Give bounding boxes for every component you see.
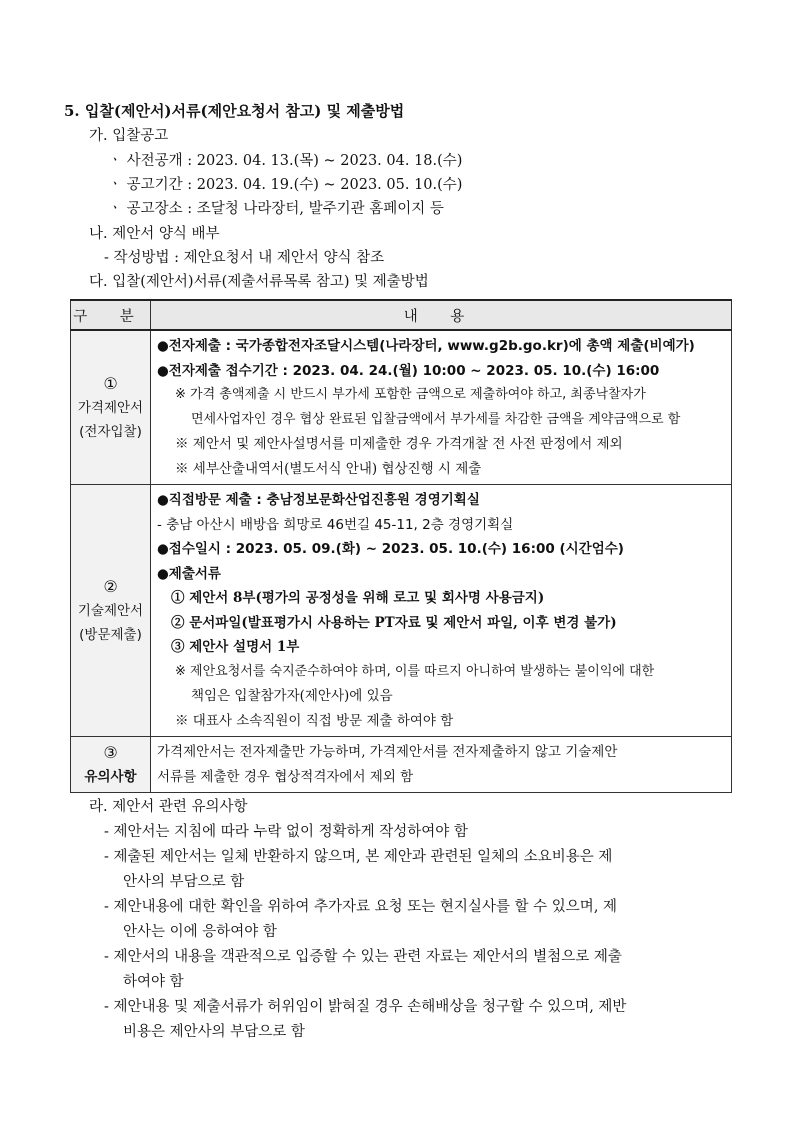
submission-table (70, 299, 732, 793)
row-label-sub: (전자입찰) (79, 423, 142, 440)
content-line: ③ 제안사 설명서 1부 (171, 639, 300, 655)
content-line: 책임은 입찰참가자(제안사)에 있음 (191, 688, 393, 704)
table-row (71, 485, 732, 737)
list-item: ㆍ 사전공개 : 2023. 04. 13.(목) ~ 2023. 04. 18.(수) (108, 153, 463, 169)
content-line: ●접수일시 : 2023. 05. 09.(화) ~ 2023. 05. 10.(수) 16:00 (시간엄수) (157, 541, 624, 557)
list-item: - 제출된 제안서는 일체 반환하지 않으며, 본 제안과 관련된 일체의 소요비용은 제 (104, 849, 613, 865)
subheading-d: 라. 제안서 관련 유의사항 (89, 799, 248, 815)
content-line: - 충남 아산시 배방읍 희망로 46번길 45-11, 2층 경영기획실 (157, 516, 514, 533)
row-content (151, 330, 732, 485)
row-number: ② (103, 576, 118, 596)
row-label (71, 485, 151, 737)
row-label-sub: (방문제출) (79, 626, 142, 643)
content-line: ●제출서류 (157, 565, 221, 582)
table-header-row (71, 300, 732, 330)
content-line: ●전자제출 접수기간 : 2023. 04. 24.(월) 10:00 ~ 2023. 05. 10.(수) 16:00 (157, 362, 660, 379)
row-label (71, 737, 151, 793)
row-content (151, 737, 732, 793)
row-label-text: 기술제안서 (77, 602, 144, 619)
list-item: - 제안내용에 대한 확인을 위하여 추가자료 요청 또는 현지실사를 할 수 있으며, 제 (104, 899, 618, 915)
header-cell: 내 용 (151, 300, 732, 330)
list-item: ㆍ 공고장소 : 조달청 나라장터, 발주기관 홈페이지 등 (108, 201, 444, 217)
section-title: 5. 입찰(제안서)서류(제안요청서 참고) 및 제출방법 (64, 102, 405, 120)
subheading-c: 다. 입찰(제안서)서류(제출서류목록 참고) 및 제출방법 (89, 274, 429, 290)
list-item-cont: 안사의 부담으로 함 (123, 874, 245, 890)
content-line: ※ 대표사 소속직원이 직접 방문 제출 하여야 함 (175, 712, 454, 729)
list-item: - 제안서의 내용을 객관적으로 입증할 수 있는 관련 자료는 제안서의 별첨으로 제출 (104, 949, 622, 965)
list-item-cont: 비용은 제안사의 부담으로 함 (123, 1024, 305, 1040)
content-line: ●직접방문 제출 : 충남정보문화산업진흥원 경영기획실 (157, 492, 480, 508)
content-line: ※ 제안서 및 제안사설명서를 미제출한 경우 가격개찰 전 사전 판정에서 제외 (175, 436, 623, 452)
list-item: ㆍ 공고기간 : 2023. 04. 19.(수) ~ 2023. 05. 10.(수) (108, 177, 463, 193)
content-line: ② 문서파일(발표평가시 사용하는 PT자료 및 제안서 파일, 이후 변경 불가) (171, 614, 617, 631)
list-item: - 작성방법 : 제안요청서 내 제안서 양식 참조 (104, 250, 385, 266)
content-line: ●전자제출 : 국가종합전자조달시스템(나라장터, www.g2b.go.kr)에 총액 제출(비예가) (157, 338, 695, 354)
content-line: 면세사업자인 경우 협상 완료된 입찰금액에서 부가세를 차감한 금액을 계약금액으로 함 (191, 411, 681, 427)
list-item: - 제안서는 지침에 따라 누락 없이 정확하게 작성하여야 함 (104, 824, 468, 840)
content-line: 가격제안서는 전자제출만 가능하며, 가격제안서를 전자제출하지 않고 기술제안 (157, 744, 618, 760)
subheading-a: 가. 입찰공고 (89, 128, 169, 144)
list-item-cont: 하여야 함 (123, 974, 184, 990)
content-line: 서류를 제출한 경우 협상적격자에서 제외 함 (157, 768, 414, 785)
content-line: ※ 세부산출내역서(별도서식 안내) 협상진행 시 제출 (175, 460, 482, 477)
row-label-text: 가격제안서 (77, 399, 144, 416)
row-number: ① (103, 373, 118, 393)
content-line: ※ 제안요청서를 숙지준수하여야 하며, 이를 따르지 아니하여 발생하는 불이익에 대한 (175, 663, 655, 679)
subheading-b: 나. 제안서 양식 배부 (89, 226, 220, 242)
row-number: ③ (103, 742, 118, 762)
list-item: - 제안내용 및 제출서류가 허위임이 밝혀질 경우 손해배상을 청구할 수 있으며, 제반 (104, 999, 627, 1015)
row-content (151, 485, 732, 737)
row-label (71, 330, 151, 485)
header-cell: 구 분 (71, 300, 151, 330)
content-line: ① 제안서 8부(평가의 공정성을 위해 로고 및 회사명 사용금지) (171, 590, 545, 606)
table-row (71, 330, 732, 485)
content-line: ※ 가격 총액제출 시 반드시 부가세 포함한 금액으로 제출하여야 하고, 최종낙찰자가 (175, 387, 646, 402)
table-row (71, 737, 732, 793)
row-label-text: 유의사항 (84, 768, 137, 785)
list-item-cont: 안사는 이에 응하여야 함 (123, 924, 277, 940)
